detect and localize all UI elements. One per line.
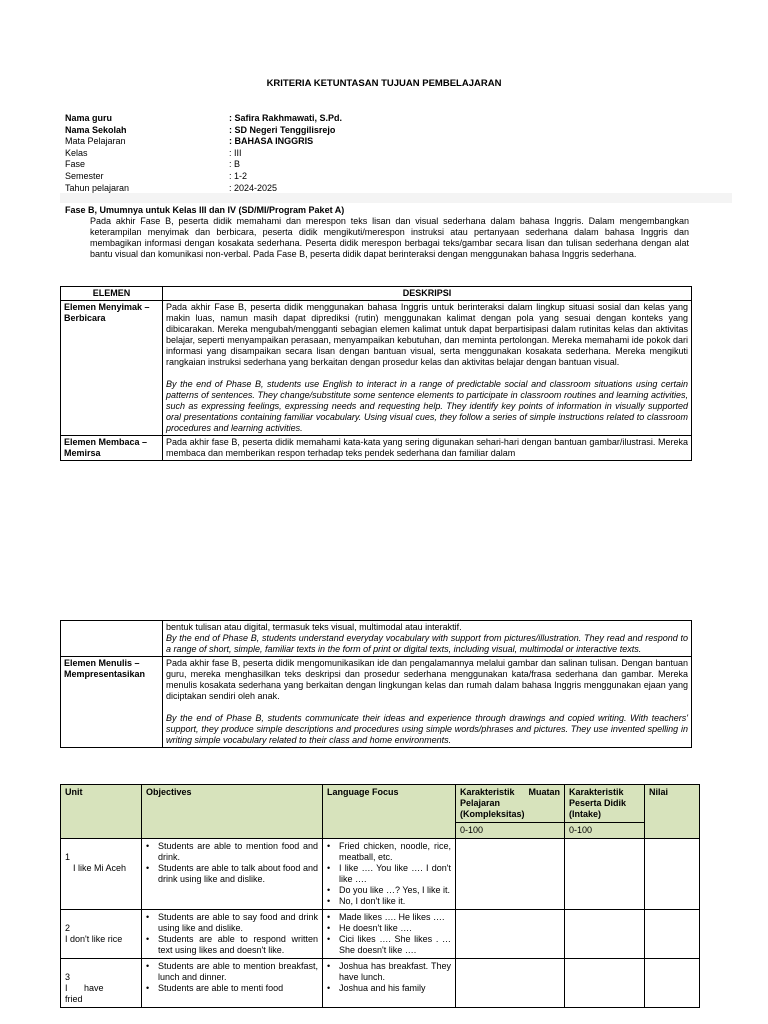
column-header: Objectives <box>142 785 323 839</box>
document-title: KRITERIA KETUNTASAN TUJUAN PEMBELAJARAN <box>266 78 502 89</box>
description-id: Pada akhir fase B, peserta didik memahami kata-kata yang sering digunakan sehari-hari dengan bantuan gambar/ilustrasi. Mereka membaca dan memberikan respon terhadap teks pendek sederhana dan familiar dalam <box>166 437 688 458</box>
empty-cell <box>645 839 700 910</box>
table-row <box>61 959 700 1008</box>
info-value: : Safira Rakhmawati, S.Pd. <box>229 113 343 123</box>
info-row-semester <box>65 171 725 183</box>
table-row <box>61 436 692 461</box>
range-label: 0-100 <box>565 823 645 839</box>
unit-name: I like Mi Aceh <box>73 863 127 873</box>
objectives-cell <box>142 910 323 959</box>
info-value: : III <box>229 147 242 158</box>
list-item: • He doesn't like …. <box>339 923 451 934</box>
fase-paragraph: Pada akhir Fase B, peserta didik memahami dan merespon teks lisan dan visual sederhana dalam bahasa Inggris. Dalam mengembangkan keterampilan menyimak dan berbicara, peserta didik mengikuti/merespon instruksi atau pertanyaan sederhana dalam bahasa Inggris dan membagikan informasi dengan kosakata sederhana. Peserta didik merespon berbagai teks/gambar secara lisan dan tulisan sederhana dengan alat bantu visual dan komunikasi non-verbal. Pada Fase B, peserta didik dapat berinteraksi dengan menggunakan bahasa Inggris sederhana. <box>90 216 689 259</box>
unit-number: 3 <box>65 972 71 982</box>
objectives-cell <box>142 839 323 910</box>
element-description <box>163 621 692 657</box>
table-row <box>61 657 692 748</box>
list-item: • Fried chicken, noodle, rice, meatball, etc. <box>339 841 451 863</box>
empty-cell <box>456 839 565 910</box>
description-id: Pada akhir Fase B, peserta didik menggunakan bahasa Inggris untuk berinteraksi dalam lingkup situasi sosial dan kelas yang makin luas, namun masih dapat diprediksi (rutin) menggunakan kalimat dengan pola yang sesuai dengan konteks yang dibicarakan. Mereka mengubah/mengganti sebagian elemen kalimat untuk dapat berpartisipasi dalam rutinitas kelas dan aktivitas belajar, seperti menyampaikan perasaan, menyampaikan kebutuhan, dan meminta pertolongan. Mereka memahami ide pokok dari informasi yang disampaikan secara lisan dengan bantuan visual, serta menggunakan kosakata sederhana. Mereka mengikuti rangkaian instruksi sederhana yang berkaitan dengan prosedur kelas dan aktivitas belajar dengan bantuan visual. <box>166 302 688 367</box>
empty-cell <box>645 959 700 1008</box>
info-key: Nama guru <box>65 113 113 123</box>
empty-cell <box>645 910 700 959</box>
column-header: Unit <box>61 785 142 839</box>
info-value: : 1-2 <box>229 170 248 181</box>
element-description <box>163 436 692 461</box>
elements-table-continued <box>60 620 692 748</box>
list-item: • Students are able to say food and drink using like and dislike. <box>158 912 318 934</box>
objectives-cell <box>142 959 323 1008</box>
fase-heading: Fase B, Umumnya untuk Kelas III dan IV (SD/MI/Program Paket A) <box>65 205 345 215</box>
description-en: By the end of Phase B, students communicate their ideas and experience through drawings and copied writing. With teachers' support, they produce simple descriptions and procedures using simple words/phrases and pictures. They use invented spelling in writing simple vocabulary related to their class and home environments. <box>166 713 688 745</box>
info-value: : BAHASA INGGRIS <box>229 136 314 147</box>
table-row <box>61 621 692 657</box>
column-header: Karakteristik Peserta Didik (Intake) <box>565 785 645 823</box>
unit-name: I have fried <box>65 983 104 1004</box>
info-key: Nama Sekolah <box>65 124 127 135</box>
list-item: • Students are able to mention food and drink. <box>158 841 318 863</box>
column-header: Nilai <box>645 785 700 839</box>
list-item: • Students are able to respond written text using likes and doesn't like. <box>158 934 318 956</box>
element-name: Elemen Menyimak – Berbicara <box>61 301 163 436</box>
info-key: Tahun pelajaran <box>65 182 130 193</box>
info-row-nama-guru <box>65 113 725 125</box>
list-item: • Do you like …? Yes, I like it. <box>339 885 451 896</box>
list-item: • No, I don't like it. <box>339 896 451 907</box>
empty-cell <box>565 959 645 1008</box>
list-item: • Students are able to menti food <box>158 983 318 994</box>
info-value: : 2024-2025 <box>229 182 278 193</box>
info-row-kelas <box>65 148 725 160</box>
column-header: Language Focus <box>323 785 456 839</box>
info-block <box>65 113 725 194</box>
list-item: • Joshua and his family <box>339 983 451 994</box>
unit-cell <box>61 839 142 910</box>
list-item: • Students are able to mention breakfast, lunch and dinner. <box>158 961 318 983</box>
list-item: • Students are able to talk about food and drink using like and dislike. <box>158 863 318 885</box>
language-focus-cell <box>323 839 456 910</box>
info-key: Fase <box>65 159 86 170</box>
list-item: • I like …. You like …. I don't like …. <box>339 863 451 885</box>
table-row <box>61 301 692 436</box>
range-label: 0-100 <box>456 823 565 839</box>
info-row-mata-pelajaran <box>65 136 725 148</box>
description-en: By the end of Phase B, students understand everyday vocabulary with support from pictures/illustration. They read and respond to a range of short, simple, familiar texts in the form of print or digital texts, including visual, multimodal or interactive texts. <box>166 633 688 654</box>
unit-name: I don't like rice <box>65 934 123 944</box>
info-value: : B <box>229 159 241 170</box>
description-id: Pada akhir fase B, peserta didik mengomunikasikan ide dan pengalamannya melalui gambar dan salinan tulisan. Dengan bantuan guru, mereka menghasilkan teks deskripsi dan prosedur sederhana menggunakan kata/frasa sederhana dan gambar. Mereka menulis kosakata sederhana yang berkaitan dengan lingkungan kelas dan rumah dalam bahasa Inggris menggunakan ejaan yang diciptakan sendiri oleh anak. <box>166 658 688 701</box>
column-header: Karakteristik Muatan Pelajaran (Kompleksitas) <box>456 785 565 823</box>
list-item: • Cici likes …. She likes . … She doesn't like …. <box>339 934 451 956</box>
element-description <box>163 301 692 436</box>
description-id: bentuk tulisan atau digital, termasuk teks visual, multimodal atau interaktif. <box>166 622 462 632</box>
table-header-row <box>61 287 692 301</box>
table-header-row <box>61 785 700 823</box>
element-name: Elemen Membaca – Memirsa <box>61 436 163 461</box>
element-name <box>61 621 163 657</box>
unit-number: 2 <box>65 923 71 933</box>
section-divider <box>60 193 732 203</box>
element-description <box>163 657 692 748</box>
units-table <box>60 784 700 1008</box>
element-name: Elemen Menulis – Mempresentasikan <box>61 657 163 748</box>
elements-table <box>60 286 692 461</box>
language-focus-cell <box>323 959 456 1008</box>
unit-number: 1 <box>65 852 71 862</box>
description-en: By the end of Phase B, students use English to interact in a range of predictable social and classroom situations using certain patterns of sentences. They change/substitute some sentence elements to participate in classroom routines and learning activities, such as expressing feelings, expressing needs and requesting help. They identify key points of information in visually supported oral presentations containing familiar vocabulary. Using visual cues, they follow a series of simple instructions related to classroom procedures and learning activities. <box>166 379 688 433</box>
empty-cell <box>456 910 565 959</box>
list-item: • Made likes …. He likes …. <box>339 912 451 923</box>
unit-cell <box>61 959 142 1008</box>
empty-cell <box>565 910 645 959</box>
language-focus-cell <box>323 910 456 959</box>
table-row <box>61 839 700 910</box>
column-header: ELEMEN <box>61 287 163 301</box>
unit-cell <box>61 910 142 959</box>
info-key: Semester <box>65 170 104 181</box>
info-key: Mata Pelajaran <box>65 136 126 147</box>
list-item: • Joshua has breakfast. They have lunch. <box>339 961 451 983</box>
column-header: DESKRIPSI <box>163 287 692 301</box>
info-row-nama-sekolah <box>65 125 725 137</box>
empty-cell <box>456 959 565 1008</box>
info-value: : SD Negeri Tenggilisrejo <box>229 124 336 135</box>
empty-cell <box>565 839 645 910</box>
info-row-fase <box>65 159 725 171</box>
table-row <box>61 910 700 959</box>
info-key: Kelas <box>65 147 88 158</box>
